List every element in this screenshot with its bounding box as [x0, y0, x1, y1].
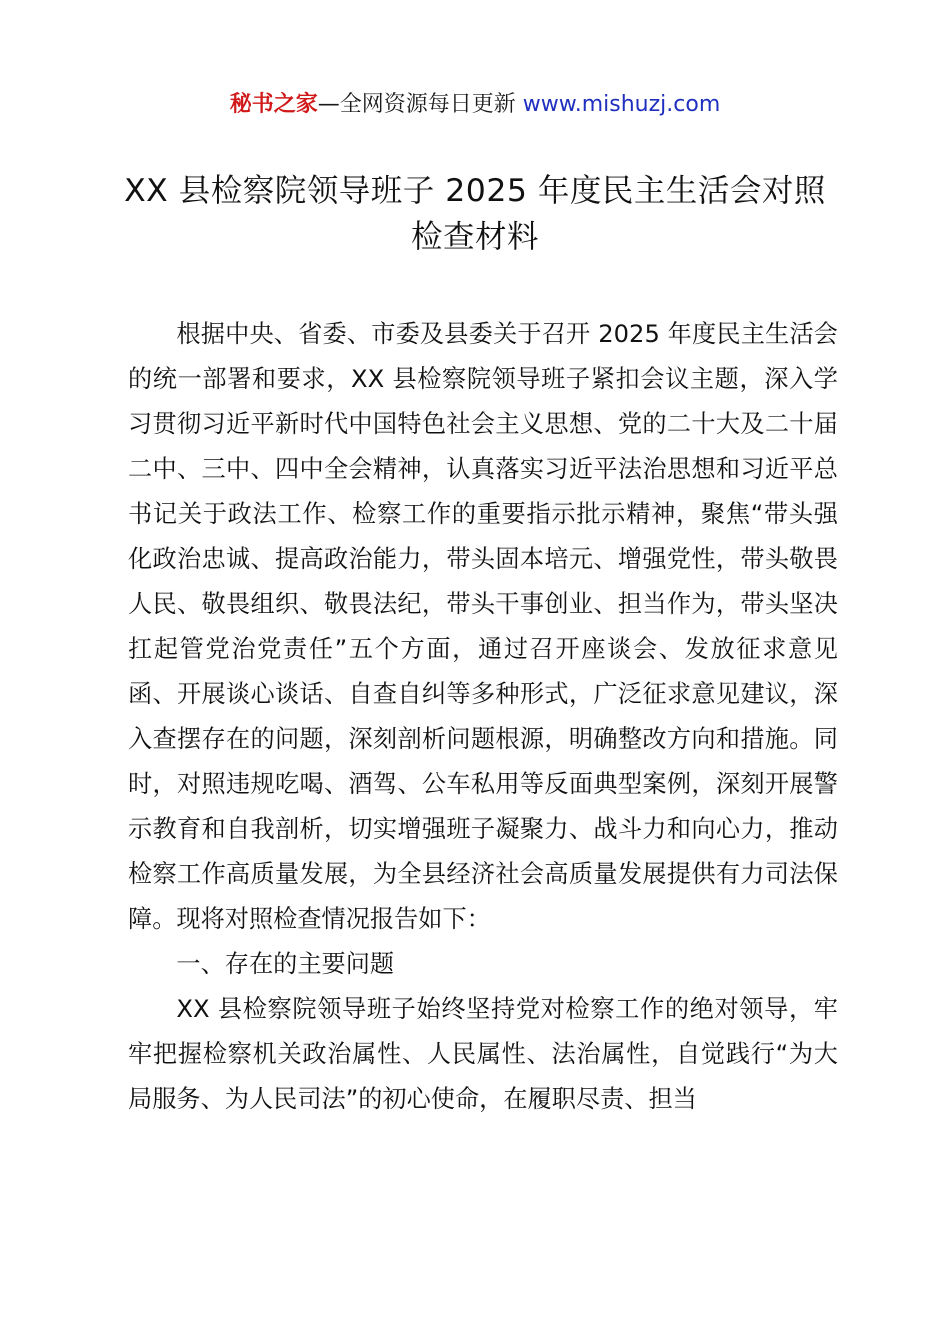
site-brand[interactable]: 秘书之家: [229, 92, 318, 117]
document-title: XX 县检察院领导班子 2025 年度民主生活会对照检查材料: [124, 173, 826, 255]
section-paragraph: XX 县检察院领导班子始终坚持党对检察工作的绝对领导，牢牢把握检察机关政治属性、人民属性、法治属性，自觉践行“为大局服务、为人民司法”的初心使命，在履职尽责、担当: [128, 995, 838, 1113]
site-header: [0, 88, 950, 122]
section-heading: 一、存在的主要问题: [176, 950, 395, 978]
document-body: [128, 312, 838, 1122]
site-tagline: —全网资源每日更新: [317, 92, 516, 117]
intro-paragraph: 根据中央、省委、市委及县委关于召开 2025 年度民主生活会的统一部署和要求，XX 县检察院领导班子紧扣会议主题，深入学习贯彻习近平新时代中国特色社会主义思想、党的二十大及二十届二中、三中、四中全会精神，认真落实习近平法治思想和习近平总书记关于政法工作、检察工作的重要指示批示精神，聚焦“带头强化政治忠诚、提高政治能力，带头固本培元、增强党性，带头敬畏人民、敬畏组织、敬畏法纪，带头干事创业、担当作为，带头坚决扛起管党治党责任”五个方面，通过召开座谈会、发放征求意见函、开展谈心谈话、自查自纠等多种形式，广泛征求意见建议，深入查摆存在的问题，深刻剖析问题根源，明确整改方向和措施。同时，对照违规吃喝、酒驾、公车私用等反面典型案例，深刻开展警示教育和自我剖析，切实增强班子凝聚力、战斗力和向心力，推动检察工作高质量发展，为全县经济社会高质量发展提供有力司法保障。现将对照检查情况报告如下：: [128, 320, 838, 933]
site-url-link[interactable]: www.mishuzj.com: [522, 92, 721, 117]
